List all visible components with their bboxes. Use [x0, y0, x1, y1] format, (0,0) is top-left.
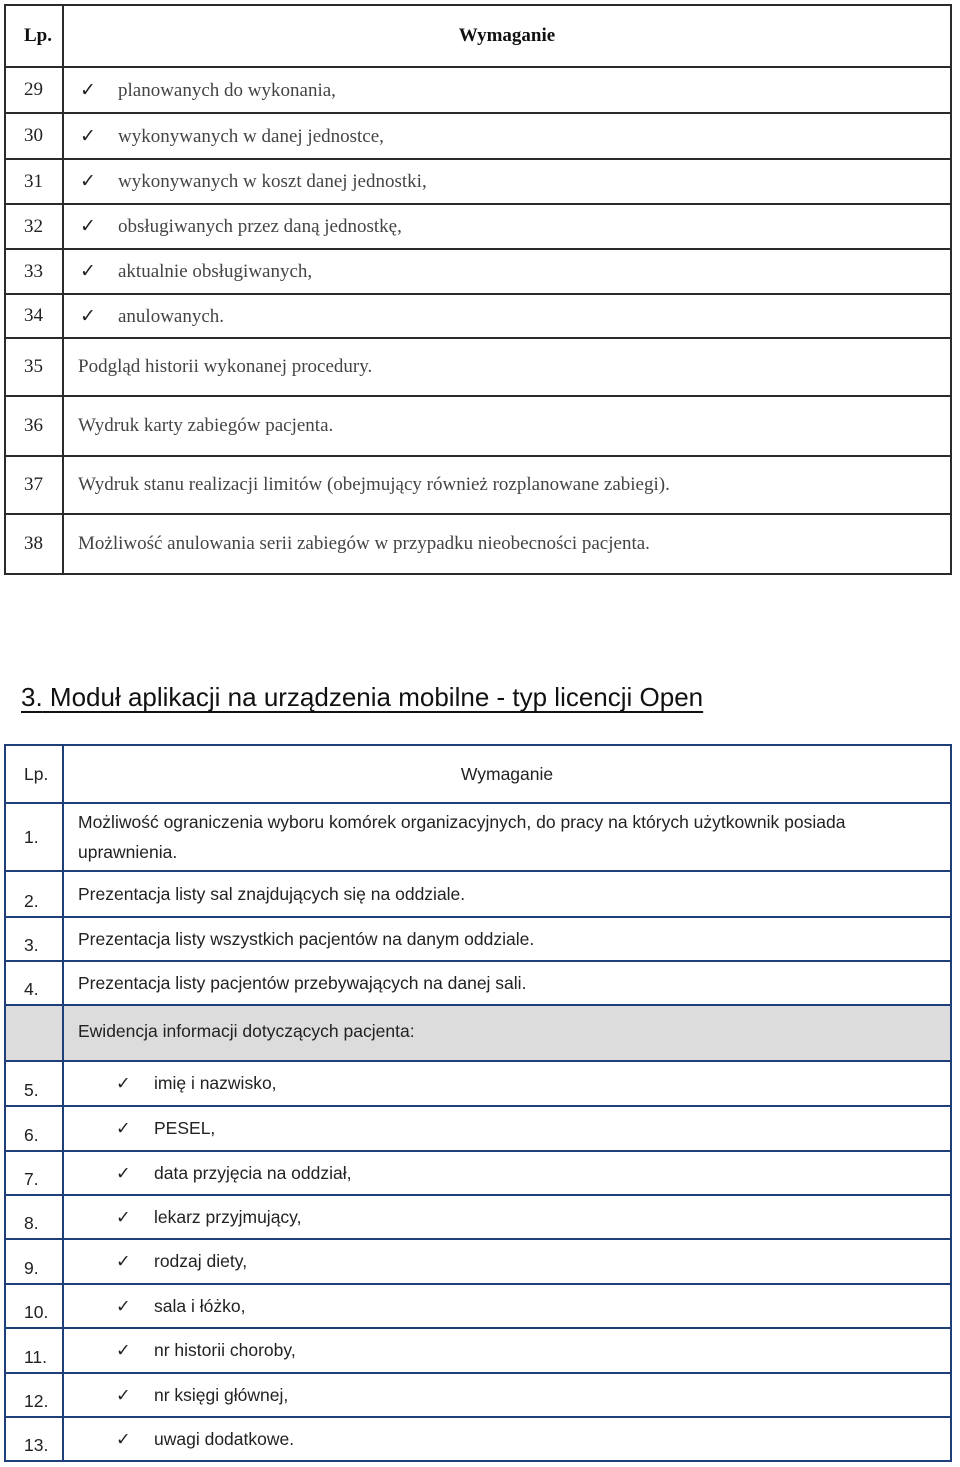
row-number: 37 [5, 456, 63, 514]
row-text: Możliwość anulowania serii zabiegów w przypadku nieobecności pacjenta. [63, 514, 951, 574]
row-number: 9. [5, 1239, 63, 1284]
table-row [5, 1373, 951, 1417]
row-number: 30 [5, 113, 63, 159]
checkmark-icon: ✓ [116, 1428, 131, 1449]
checkmark-icon: ✓ [116, 1118, 131, 1138]
row-text: Wydruk karty zabiegów pacjenta. [63, 396, 951, 456]
row-number [5, 1005, 63, 1061]
row-number: 10. [5, 1284, 63, 1328]
requirements-table-continued [4, 4, 952, 575]
row-text: lekarz przyjmujący, [154, 1206, 302, 1227]
checkmark-icon: ✓ [116, 1295, 131, 1316]
section-heading [21, 682, 703, 713]
row-number: 29 [5, 67, 63, 113]
row-text: obsługiwanych przez daną jednostkę, [118, 216, 402, 237]
table-row [5, 1061, 951, 1106]
checkmark-icon: ✓ [116, 1384, 131, 1405]
table-row [5, 1284, 951, 1328]
row-text: wykonywanych w danej jednostce, [118, 125, 384, 147]
row-text: nr księgi głównej, [154, 1384, 289, 1405]
row-number: 38 [5, 514, 63, 574]
checkmark-icon: ✓ [116, 1206, 131, 1227]
row-text: Prezentacja listy pacjentów przebywających na danej sali. [63, 961, 951, 1005]
header-lp: Lp. [5, 5, 63, 67]
table-header-row [5, 5, 951, 67]
table-row [5, 159, 951, 204]
row-number: 35 [5, 338, 63, 396]
header-requirement: Wymaganie [63, 5, 951, 67]
row-number: 5. [5, 1061, 63, 1106]
row-number: 7. [5, 1151, 63, 1195]
table-header-row [5, 745, 951, 803]
table-row [5, 113, 951, 159]
row-number: 11. [5, 1328, 63, 1373]
row-number: 6. [5, 1106, 63, 1151]
section-number: 3. [21, 682, 43, 712]
table-row [5, 67, 951, 113]
row-text: nr historii choroby, [154, 1340, 296, 1360]
row-text: anulowanych. [118, 305, 225, 327]
row-text: data przyjęcia na oddział, [154, 1162, 352, 1183]
row-text: PESEL, [154, 1118, 216, 1138]
table-row [5, 514, 951, 574]
row-number: 32 [5, 204, 63, 249]
checkmark-icon: ✓ [116, 1073, 131, 1093]
header-requirement: Wymaganie [63, 745, 951, 803]
checkmark-icon: ✓ [80, 171, 96, 192]
table-section-row [5, 1005, 951, 1061]
table-row [5, 1328, 951, 1373]
checkmark-icon: ✓ [80, 261, 96, 282]
table-row [5, 396, 951, 456]
checkmark-icon: ✓ [80, 305, 96, 327]
table-row [5, 1106, 951, 1151]
checkmark-icon: ✓ [116, 1251, 131, 1271]
table-row [5, 871, 951, 917]
row-text: planowanych do wykonania, [118, 79, 336, 101]
checkmark-icon: ✓ [116, 1340, 131, 1360]
table-row [5, 1239, 951, 1284]
row-text: aktualnie obsługiwanych, [118, 261, 313, 282]
row-text: uwagi dodatkowe. [154, 1428, 295, 1449]
checkmark-icon: ✓ [80, 79, 96, 101]
checkmark-icon: ✓ [80, 125, 96, 147]
section-title: Moduł aplikacji na urządzenia mobilne - typ licencji Open [49, 682, 704, 712]
row-number: 4. [5, 961, 63, 1005]
row-text: rodzaj diety, [154, 1251, 248, 1271]
row-text: Prezentacja listy sal znajdujących się na oddziale. [63, 871, 951, 917]
mobile-module-requirements-table [4, 744, 952, 1462]
row-number: 8. [5, 1195, 63, 1239]
table-row [5, 456, 951, 514]
table-row [5, 204, 951, 249]
row-number: 31 [5, 159, 63, 204]
checkmark-icon: ✓ [116, 1162, 131, 1183]
row-number: 12. [5, 1373, 63, 1417]
row-text: Ewidencja informacji dotyczących pacjenta: [63, 1005, 951, 1061]
row-text: sala i łóżko, [154, 1295, 246, 1316]
row-text: wykonywanych w koszt danej jednostki, [118, 171, 427, 192]
table-row [5, 1151, 951, 1195]
row-number: 2. [5, 871, 63, 917]
row-text: Możliwość ograniczenia wyboru komórek organizacyjnych, do pracy na których użytkownik posiada uprawnienia. [63, 803, 951, 871]
row-number: 36 [5, 396, 63, 456]
header-lp: Lp. [5, 745, 63, 803]
row-number: 3. [5, 917, 63, 961]
row-number: 33 [5, 249, 63, 294]
row-number: 13. [5, 1417, 63, 1461]
checkmark-icon: ✓ [80, 216, 96, 237]
row-text: Prezentacja listy wszystkich pacjentów na danym oddziale. [63, 917, 951, 961]
table-row [5, 249, 951, 294]
table-row [5, 803, 951, 871]
table-row [5, 1417, 951, 1461]
table-row [5, 961, 951, 1005]
table-row [5, 917, 951, 961]
row-number: 34 [5, 294, 63, 338]
table-row [5, 338, 951, 396]
row-text: imię i nazwisko, [154, 1073, 277, 1093]
row-text: Podgląd historii wykonanej procedury. [63, 338, 951, 396]
row-text: Wydruk stanu realizacji limitów (obejmujący również rozplanowane zabiegi). [63, 456, 951, 514]
table-row [5, 1195, 951, 1239]
table-row [5, 294, 951, 338]
row-number: 1. [5, 803, 63, 871]
